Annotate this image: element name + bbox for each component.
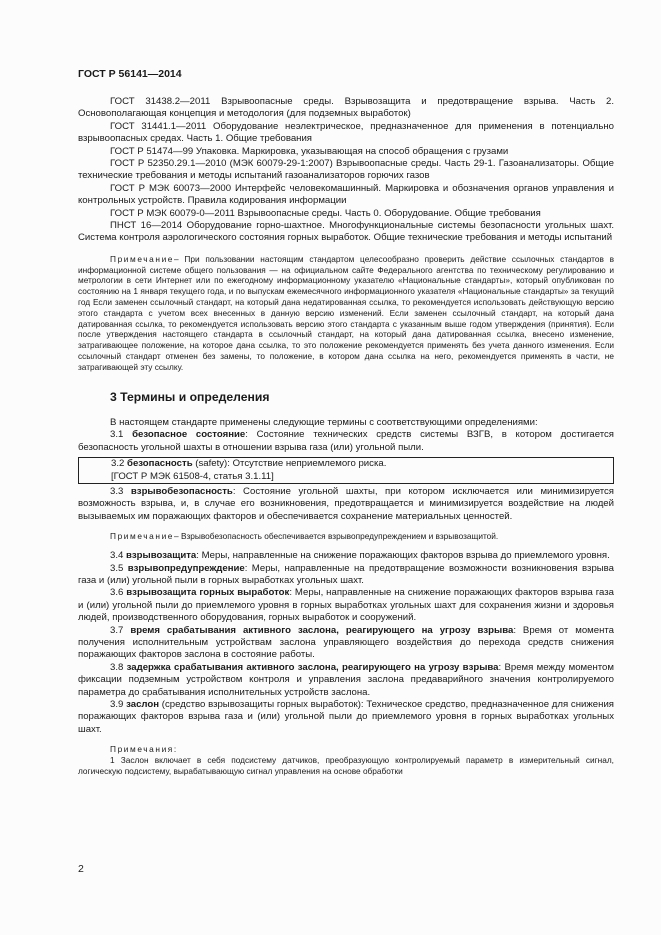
term-3-4: 3.4 взрывозащита: Меры, направленные на снижение поражающих факторов взрыва до приемлемого уровня. bbox=[110, 550, 610, 562]
notes-label: Примечания: bbox=[110, 744, 178, 755]
reference-item: ГОСТ Р МЭК 60073—2000 Интерфейс человекомашинный. Маркировка и обозначения органов управления и контрольных устройств. Правила кодирования информации bbox=[78, 182, 614, 207]
note-explosion-safety: Примечание– Взрывобезопасность обеспечивается взрывопредупреждением и взрывозащитой. bbox=[110, 531, 499, 542]
term-3-6: 3.6 взрывозащита горных выработок: Меры, направленные на снижение поражающих факторов взрыва газа и (или) угольной пыли до приемлемого уровня в горных выработках угольных шахт для сохранения жизни и здоровья людей, производственного оборудования, горных выработок и сооружений. bbox=[78, 587, 615, 624]
reference-item: ГОСТ Р 51474—99 Упаковка. Маркировка, указывающая на способ обращения с грузами bbox=[110, 145, 509, 157]
section-intro: В настоящем стандарте применены следующие термины с соответствующими определениями: bbox=[110, 417, 538, 429]
reference-item: ГОСТ 31441.1—2011 Оборудование неэлектрическое, предназначенное для применения в потенциально взрывоопасных средах. Часть 1. Общие требования bbox=[78, 120, 614, 145]
note-references: Примечание– При пользовании настоящим стандартом целесообразно проверить действие ссылочных стандартов в информационной системе общего пользования — на официальном сайте Федерального агентства по техническому регулированию и метрологии в сети Интернет или по ежегодному информационному указателю «Национальные стандарты», который опубликован по состоянию на 1 января текущего года, и по выпускам ежемесячного информационного указателя «Национальные стандарты» за текущий год Если заменен ссылочный стандарт, на который дана недатированная ссылка, то рекомендуется использовать действующую версию этого стандарта с учетом всех внесенных в данную версию изменений. Если заменен ссылочный стандарт, на который дана датированная ссылка, то рекомендуется использовать версию этого стандарта с указанным выше годом утверждения (принятия). Если после утверждения настоящего стандарта в ссылочный стандарт, на который дана датированная ссылка, внесено изменение, затрагивающее положение, на которое дана ссылка, то это положение рекомендуется применять без учета данного изменения. Если ссылочный стандарт отменен без замены, то положение, в котором дана ссылка на него, рекомендуется применять в части, не затрагивающей эту ссылку. bbox=[78, 253, 614, 372]
reference-item: ГОСТ Р 52350.29.1—2010 (МЭК 60079-29-1:2007) Взрывоопасные среды. Часть 29-1. Газоанализаторы. Общие технические требования и методы испытаний газоанализаторов горючих газов bbox=[78, 158, 614, 182]
term-3-7: 3.7 время срабатывания активного заслона, реагирующего на угрозу взрыва: Время от момента получения исполнительным устройствам заслона управляющего воздействия до перехода средств снижения поражающих факторов заслона в состояние работы. bbox=[78, 624, 615, 661]
reference-item: ПНСТ 16—2014 Оборудование горно-шахтное. Многофункциональные системы безопасности угольных шахт. Система контроля аэрологического состояния горных выработок. Общие технические требования и методы испытаний bbox=[78, 220, 614, 244]
references-block bbox=[78, 96, 614, 777]
term-3-2-ref: [ГОСТ Р МЭК 61508-4, статья 3.1.11] bbox=[111, 470, 274, 482]
term-3-9: 3.9 заслон (средство взрывозащиты горных выработок): Техническое средство, предназначенное для снижения поражающих факторов взрыва газа и (или) угольной пыли до приемлемого уровня в горных выработках угольных шахт. bbox=[78, 698, 614, 735]
term-3-3: 3.3 взрывобезопасность: Состояние угольной шахты, при котором исключается или минимизируется возможность взрыва, и, в случае его возникновения, предотвращается и минимизируется воздействие на людей вызываемых им поражающих факторов и обеспечивается сохранение материальных ценностей. bbox=[78, 486, 614, 522]
note-barrier-1: 1 Заслон включает в себя подсистему датчиков, преобразующую контролируемый параметр в измерительный сигнал, логическую подсистему, вырабатывающую сигнал управления на основе обработки bbox=[78, 754, 614, 776]
document-header: ГОСТ Р 56141—2014 bbox=[78, 68, 182, 80]
term-3-1: 3.1 безопасное состояние: Состояние технических средств системы ВЗГВ, в котором достигается безопасность угольной шахты в отношении взрыва газа (или) угольной пыли. bbox=[78, 429, 614, 453]
section-title: 3 Термины и определения bbox=[110, 389, 270, 404]
page-number: 2 bbox=[78, 863, 84, 875]
reference-item: ГОСТ Р МЭК 60079-0—2011 Взрывоопасные среды. Часть 0. Оборудование. Общие требования bbox=[110, 207, 541, 219]
term-3-2: 3.2 безопасность (safety): Отсутствие неприемлемого риска. bbox=[111, 458, 387, 470]
term-3-5: 3.5 взрывопредупреждение: Меры, направленные на предотвращение возможности возникновения взрыва газа и (или) угольной пыли в горных выработках угольных шахт. bbox=[78, 562, 614, 586]
reference-item: ГОСТ 31438.2—2011 Взрывоопасные среды. Взрывозащита и предотвращение взрыва. Часть 2. Основополагающая концепция и методология (для подземных выработок) bbox=[78, 96, 614, 120]
term-3-2-box bbox=[78, 457, 614, 484]
term-3-8: 3.8 задержка срабатывания активного заслона, реагирующего на угрозу взрыва: Время между моментом фиксации подземным устройством контроля и управления заслона предаварийного значения контролируемого параметра до срабатывания исполнительных устройств заслона. bbox=[78, 661, 614, 698]
